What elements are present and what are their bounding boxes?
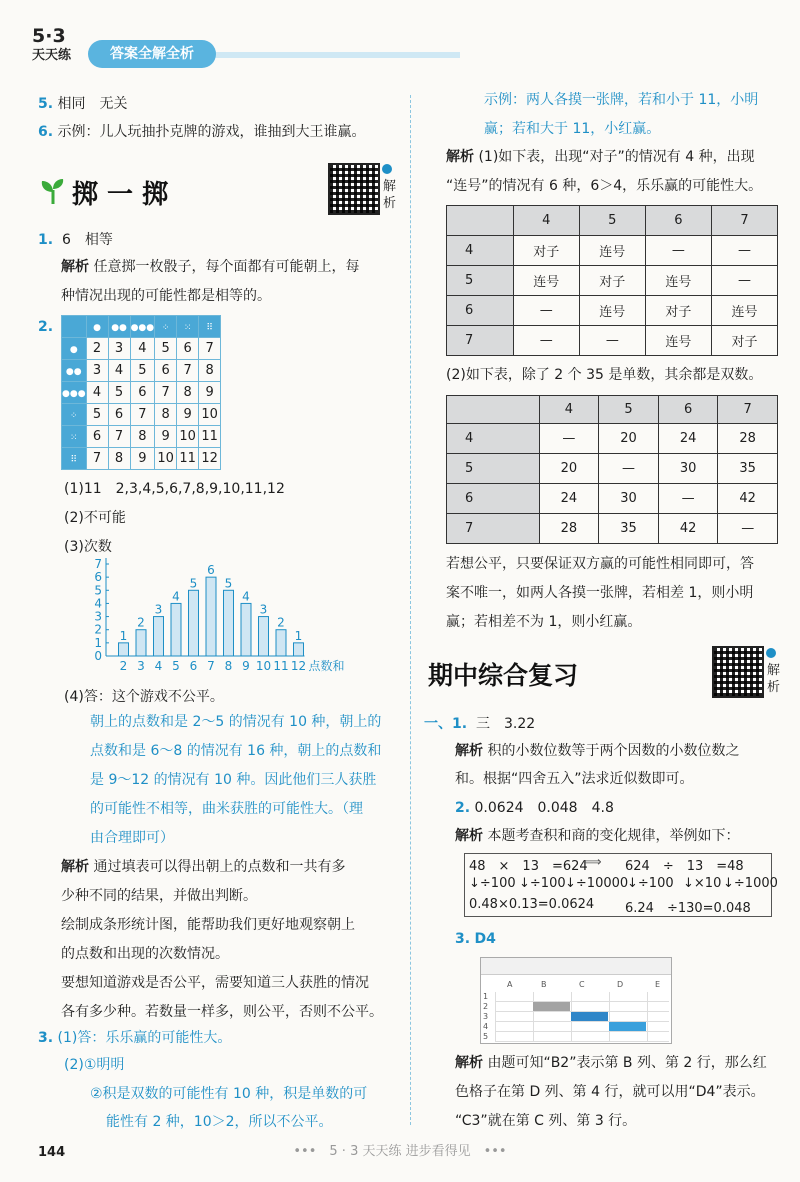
grid-cell: 7	[155, 382, 177, 404]
analysis-2-line6: 各有多少种。若数量一样多，则公平，否则不公平。	[61, 1004, 383, 1020]
grid-cell: 7	[108, 426, 130, 448]
grid-cell: 8	[130, 426, 155, 448]
header-cell: 4	[539, 396, 599, 424]
data-label: 6	[207, 563, 215, 578]
table-cell: 42	[718, 484, 778, 514]
answer-2-part1: (1)11 2,3,4,5,6,7,8,9,10,11,12	[64, 481, 285, 497]
formula-row1-right: 624 ÷ 13 =48	[625, 859, 744, 874]
play-icon	[382, 164, 392, 174]
header-cell	[447, 206, 514, 236]
table-cell: —	[645, 236, 711, 266]
die-face-6-icon: ⠿	[199, 316, 221, 338]
die-face-3-icon: ●●●	[62, 382, 87, 404]
data-label: 2	[277, 615, 285, 630]
analysis-1-line2: 种情况出现的可能性都是相等的。	[61, 288, 271, 304]
brand-logo: 5·3 天天练	[32, 25, 72, 63]
bar	[136, 630, 146, 656]
row-header: 6	[447, 296, 514, 326]
grid-cell: 9	[155, 426, 177, 448]
grid-cell: 6	[130, 382, 155, 404]
row-header: 5	[447, 454, 540, 484]
row-header: 6	[447, 484, 540, 514]
answer-3-explain-1: ②积是双数的可能性有 10 种，积是单数的可	[90, 1086, 368, 1102]
row-label: 1	[483, 992, 489, 1001]
footer-slogan: ••• 5 · 3 天天练 进步看得见 •••	[293, 1144, 507, 1159]
bar	[276, 630, 286, 656]
answer-2-explain-5: 由合理即可）	[90, 830, 174, 846]
table-cell: 20	[599, 424, 659, 454]
formula-row2-b: ↓÷100	[519, 876, 566, 891]
grid-cell: 10	[155, 448, 177, 470]
row-header: 7	[447, 514, 540, 544]
example-line1: 示例：两人各摸一张牌，若和小于 11，小明	[484, 92, 759, 108]
row-header: 7	[447, 326, 514, 356]
die-face-2-icon: ●●	[62, 360, 87, 382]
col-label: D	[617, 980, 624, 989]
col-label: A	[507, 980, 513, 989]
y-tick-label: 2	[94, 622, 102, 637]
sprout-icon	[38, 176, 68, 206]
x-tick-label: 11	[273, 659, 289, 673]
table-cell: 连号	[645, 266, 711, 296]
x-tick-label: 2	[119, 659, 128, 673]
answer-5: 5. 相同 无关	[38, 96, 128, 112]
midterm-answer-1: 一、1. 三 3.22	[424, 716, 536, 732]
formula-row2-d: ↓÷100	[627, 876, 674, 891]
answer-2-part4: (4)答：这个游戏不公平。	[64, 689, 224, 705]
grid-cell: 7	[86, 448, 108, 470]
header-cell: 7	[718, 396, 778, 424]
midterm-answer-3: 3. D4	[455, 931, 496, 947]
table-cell: 28	[718, 424, 778, 454]
table-cell: 连号	[645, 326, 711, 356]
answer-2-explain-1: 朝上的点数和是 2～5 的情况有 10 种，朝上的	[90, 714, 382, 730]
answer-2-explain-2: 点数和是 6～8 的情况有 16 种，朝上的点数和	[90, 743, 382, 759]
page-number: 144	[38, 1145, 66, 1160]
cell-b2	[533, 1002, 570, 1011]
grid-cell: 8	[199, 360, 221, 382]
fair-line1: 若想公平，只要保证双方赢的可能性相同即可，答	[446, 556, 754, 572]
table-cell: 连号	[513, 266, 579, 296]
grid-cell: 9	[199, 382, 221, 404]
table-cell: 24	[539, 484, 599, 514]
analysis-1-line1: 解析 任意掷一枚骰子，每个面都有可能朝上，每	[61, 259, 360, 275]
table-cell: 28	[539, 514, 599, 544]
die-face-3-icon: ●●●	[130, 316, 155, 338]
grid-cell: 5	[130, 360, 155, 382]
cell-d4	[609, 1022, 646, 1031]
header-cell: 4	[513, 206, 579, 236]
grid-cell: 6	[86, 426, 108, 448]
table-cell: 连号	[579, 236, 645, 266]
x-tick-label: 3	[137, 659, 145, 673]
x-tick-label: 9	[242, 659, 250, 673]
grid-cell: 3	[108, 338, 130, 360]
fair-line3: 赢；若相差不为 1，则小红赢。	[446, 614, 642, 630]
bar	[241, 603, 251, 656]
part2-intro: (2)如下表，除了 2 个 35 是单数，其余都是双数。	[446, 367, 763, 383]
header-cell: 5	[599, 396, 659, 424]
spreadsheet-col-header	[495, 980, 669, 992]
grid-cell: 12	[199, 448, 221, 470]
spreadsheet-toolbar	[481, 958, 671, 975]
table-cell: 对子	[579, 266, 645, 296]
table-cell: 对子	[513, 236, 579, 266]
bar	[189, 590, 199, 656]
answer-1: 1. 6 相等	[38, 232, 113, 248]
analysis-r1-line2: “连号”的情况有 6 种，6＞4，乐乐赢的可能性大。	[446, 178, 763, 194]
table-cell: 30	[658, 454, 718, 484]
table-cell: —	[579, 326, 645, 356]
grid-cell: 5	[86, 404, 108, 426]
x-tick-label: 5	[172, 659, 180, 673]
table-cell: —	[539, 424, 599, 454]
header-cell: 6	[658, 396, 718, 424]
bar	[224, 590, 234, 656]
table-cell: 42	[658, 514, 718, 544]
analysis-2-line4: 的点数和出现的次数情况。	[61, 946, 229, 962]
grid-cell: 11	[177, 448, 199, 470]
table-cell: 对子	[645, 296, 711, 326]
row-label: 5	[483, 1032, 489, 1041]
table-cell: 20	[539, 454, 599, 484]
y-tick-label: 1	[94, 635, 102, 650]
play-icon	[766, 648, 776, 658]
qr-code[interactable]	[712, 646, 764, 698]
grid-cell: 7	[177, 360, 199, 382]
formula-row2-a: ↓÷100	[469, 876, 516, 891]
die-face-1-icon: ●	[62, 338, 87, 360]
x-tick-label: 6	[189, 659, 198, 673]
midterm-analysis-3-line1: 解析 由题可知“B2”表示第 B 列、第 2 行，那么红	[455, 1055, 767, 1071]
answer-3-part2: (2)①明明	[64, 1057, 125, 1073]
bar	[171, 603, 181, 656]
y-tick-label: 6	[94, 570, 102, 585]
die-face-6-icon: ⠿	[62, 448, 87, 470]
data-label: 2	[137, 615, 145, 630]
data-label: 5	[224, 576, 233, 591]
grid-cell: 8	[177, 382, 199, 404]
dice-sum-table	[61, 315, 221, 470]
answer-3: 3. (1)答：乐乐赢的可能性大。	[38, 1030, 232, 1046]
row-label: 2	[483, 1002, 489, 1011]
bar	[294, 643, 304, 656]
y-tick-label: 0	[94, 649, 102, 663]
column-divider	[410, 95, 411, 1125]
answer-2-part2: (2)不可能	[64, 510, 126, 526]
grid-cell: 9	[130, 448, 155, 470]
analysis-2-line3: 绘制成条形统计图，能帮助我们更好地观察朝上	[61, 917, 355, 933]
die-face-1-icon: ●	[86, 316, 108, 338]
midterm-analysis-3-line3: “C3”就在第 C 列、第 3 行。	[455, 1113, 637, 1129]
qr-label: 解析	[767, 663, 781, 695]
formula-row2-e: ↓×10	[683, 876, 722, 891]
data-label: 1	[294, 628, 303, 643]
header-cell	[447, 396, 540, 424]
grid-cell: 9	[177, 404, 199, 426]
table-cell: —	[513, 326, 579, 356]
data-label: 5	[189, 576, 198, 591]
midterm-answer-2: 2. 0.0624 0.048 4.8	[455, 800, 614, 816]
x-tick-label: 7	[207, 659, 215, 673]
data-label: 3	[259, 602, 268, 617]
grid-cell: 5	[155, 338, 177, 360]
header-title: 答案全解全析	[88, 40, 216, 68]
row-header: 4	[447, 236, 514, 266]
answer-2-explain-4: 的可能性不相等，曲米获胜的可能性大。（理	[90, 801, 363, 817]
grid-cell: 10	[177, 426, 199, 448]
die-face-4-icon: ⁘	[62, 404, 87, 426]
midterm-analysis-1-line1: 解析 积的小数位数等于两个因数的小数位数之	[455, 743, 740, 759]
qr-code[interactable]	[328, 163, 380, 215]
row-label: 4	[483, 1022, 489, 1031]
formula-box	[464, 853, 778, 917]
analysis-r1-line1: 解析 (1)如下表，出现“对子”的情况有 4 种，出现	[446, 149, 755, 165]
bar	[154, 617, 164, 656]
formula-row2-c: ↓÷10000	[565, 876, 629, 891]
midterm-analysis-1-line2: 和。根据“四舍五入”法求近似数即可。	[455, 771, 694, 787]
y-tick-label: 3	[94, 609, 102, 624]
table-cell: —	[513, 296, 579, 326]
die-face-5-icon: ⁙	[62, 426, 87, 448]
col-label: C	[579, 980, 585, 989]
col-label: B	[541, 980, 547, 989]
answer-2-explain-3: 是 9～12 的情况有 10 种。因此他们三人获胜	[90, 772, 377, 788]
table-cell: —	[658, 484, 718, 514]
table-cell: —	[711, 236, 777, 266]
header-cell: 6	[645, 206, 711, 236]
grid-cell: 6	[155, 360, 177, 382]
answer-3-explain-2: 能性有 2 种，10＞2，所以不公平。	[106, 1114, 333, 1130]
x-axis-label: 点数和	[308, 659, 345, 673]
answer-2-number: 2.	[38, 319, 54, 335]
data-label: 4	[242, 589, 250, 604]
row-header: 4	[447, 424, 540, 454]
header-cell: 5	[579, 206, 645, 236]
y-tick-label: 4	[94, 596, 102, 611]
grid-cell: 4	[130, 338, 155, 360]
die-face-5-icon: ⁙	[177, 316, 199, 338]
header-cell: 7	[711, 206, 777, 236]
table-cell: 24	[658, 424, 718, 454]
grid-cell: 7	[199, 338, 221, 360]
bar-chart	[84, 556, 364, 674]
spreadsheet-image	[480, 957, 672, 1044]
x-tick-label: 4	[154, 659, 163, 673]
table-cell: 35	[718, 454, 778, 484]
section-title-dice: 掷 一 掷	[72, 180, 169, 210]
row-label: 3	[483, 1012, 489, 1021]
table-cell: 30	[599, 484, 659, 514]
grid-cell: 10	[199, 404, 221, 426]
bar	[259, 617, 269, 656]
grid-cell: 8	[108, 448, 130, 470]
spreadsheet-row-header	[483, 992, 493, 1042]
table-cell: —	[599, 454, 659, 484]
bar	[119, 643, 129, 656]
row-header: 5	[447, 266, 514, 296]
answer-6: 6. 示例：儿人玩抽扑克牌的游戏，谁抽到大王谁赢。	[38, 124, 366, 140]
formula-row3-left: 0.48×0.13=0.0624	[469, 897, 595, 912]
grid-cell: 5	[108, 382, 130, 404]
header-rule	[200, 52, 460, 58]
x-tick-label: 12	[290, 659, 307, 673]
grid-cell: 6	[177, 338, 199, 360]
analysis-2-line2: 少种不同的结果，并做出判断。	[61, 888, 257, 904]
col-label: E	[655, 980, 661, 989]
answer-2-part3: (3)次数	[64, 539, 112, 555]
grid-cell: 3	[86, 360, 108, 382]
arrow-right-icon: ⟹	[583, 855, 602, 870]
grid-cell: 7	[130, 404, 155, 426]
table-cell: 对子	[711, 326, 777, 356]
data-label: 4	[172, 589, 180, 604]
x-tick-label: 8	[224, 659, 233, 673]
table-cell: 连号	[711, 296, 777, 326]
pair-table	[446, 205, 778, 356]
formula-row2-f: ↓÷1000	[723, 876, 778, 891]
x-tick-label: 10	[255, 659, 272, 673]
grid-cell: 2	[86, 338, 108, 360]
table-cell: —	[718, 514, 778, 544]
y-tick-label: 7	[94, 557, 102, 571]
fair-line2: 案不唯一，如两人各摸一张牌，若相差 1，则小明	[446, 585, 754, 601]
table-cell: 连号	[579, 296, 645, 326]
grid-cell: 11	[199, 426, 221, 448]
analysis-2-line5: 要想知道游戏是否公平，需要知道三人获胜的情况	[61, 975, 369, 991]
y-tick-label: 5	[94, 583, 102, 598]
formula-row1-left: 48 × 13 =624	[469, 859, 588, 874]
die-face-2-icon: ●●	[108, 316, 130, 338]
example-line2: 赢；若和大于 11，小红赢。	[484, 121, 661, 137]
data-label: 1	[119, 628, 128, 643]
formula-row3-right: 6.24 ÷130=0.048	[625, 901, 751, 916]
table-cell: —	[711, 266, 777, 296]
corner-cell	[62, 316, 87, 338]
qr-label: 解析	[383, 179, 397, 211]
table-cell: 35	[599, 514, 659, 544]
bar	[206, 577, 216, 656]
section-title-midterm: 期中综合复习	[428, 661, 579, 690]
grid-cell: 8	[155, 404, 177, 426]
grid-cell: 4	[108, 360, 130, 382]
analysis-2-line1: 解析 通过填表可以得出朝上的点数和一共有多	[61, 859, 346, 875]
midterm-analysis-3-line2: 色格子在第 D 列、第 4 行，就可以用“D4”表示。	[455, 1084, 765, 1100]
data-label: 3	[154, 602, 163, 617]
product-table	[446, 395, 778, 544]
grid-cell: 4	[86, 382, 108, 404]
midterm-analysis-2: 解析 本题考查积和商的变化规律，举例如下：	[455, 828, 740, 844]
die-face-4-icon: ⁘	[155, 316, 177, 338]
cell-c3	[571, 1012, 608, 1021]
grid-cell: 6	[108, 404, 130, 426]
